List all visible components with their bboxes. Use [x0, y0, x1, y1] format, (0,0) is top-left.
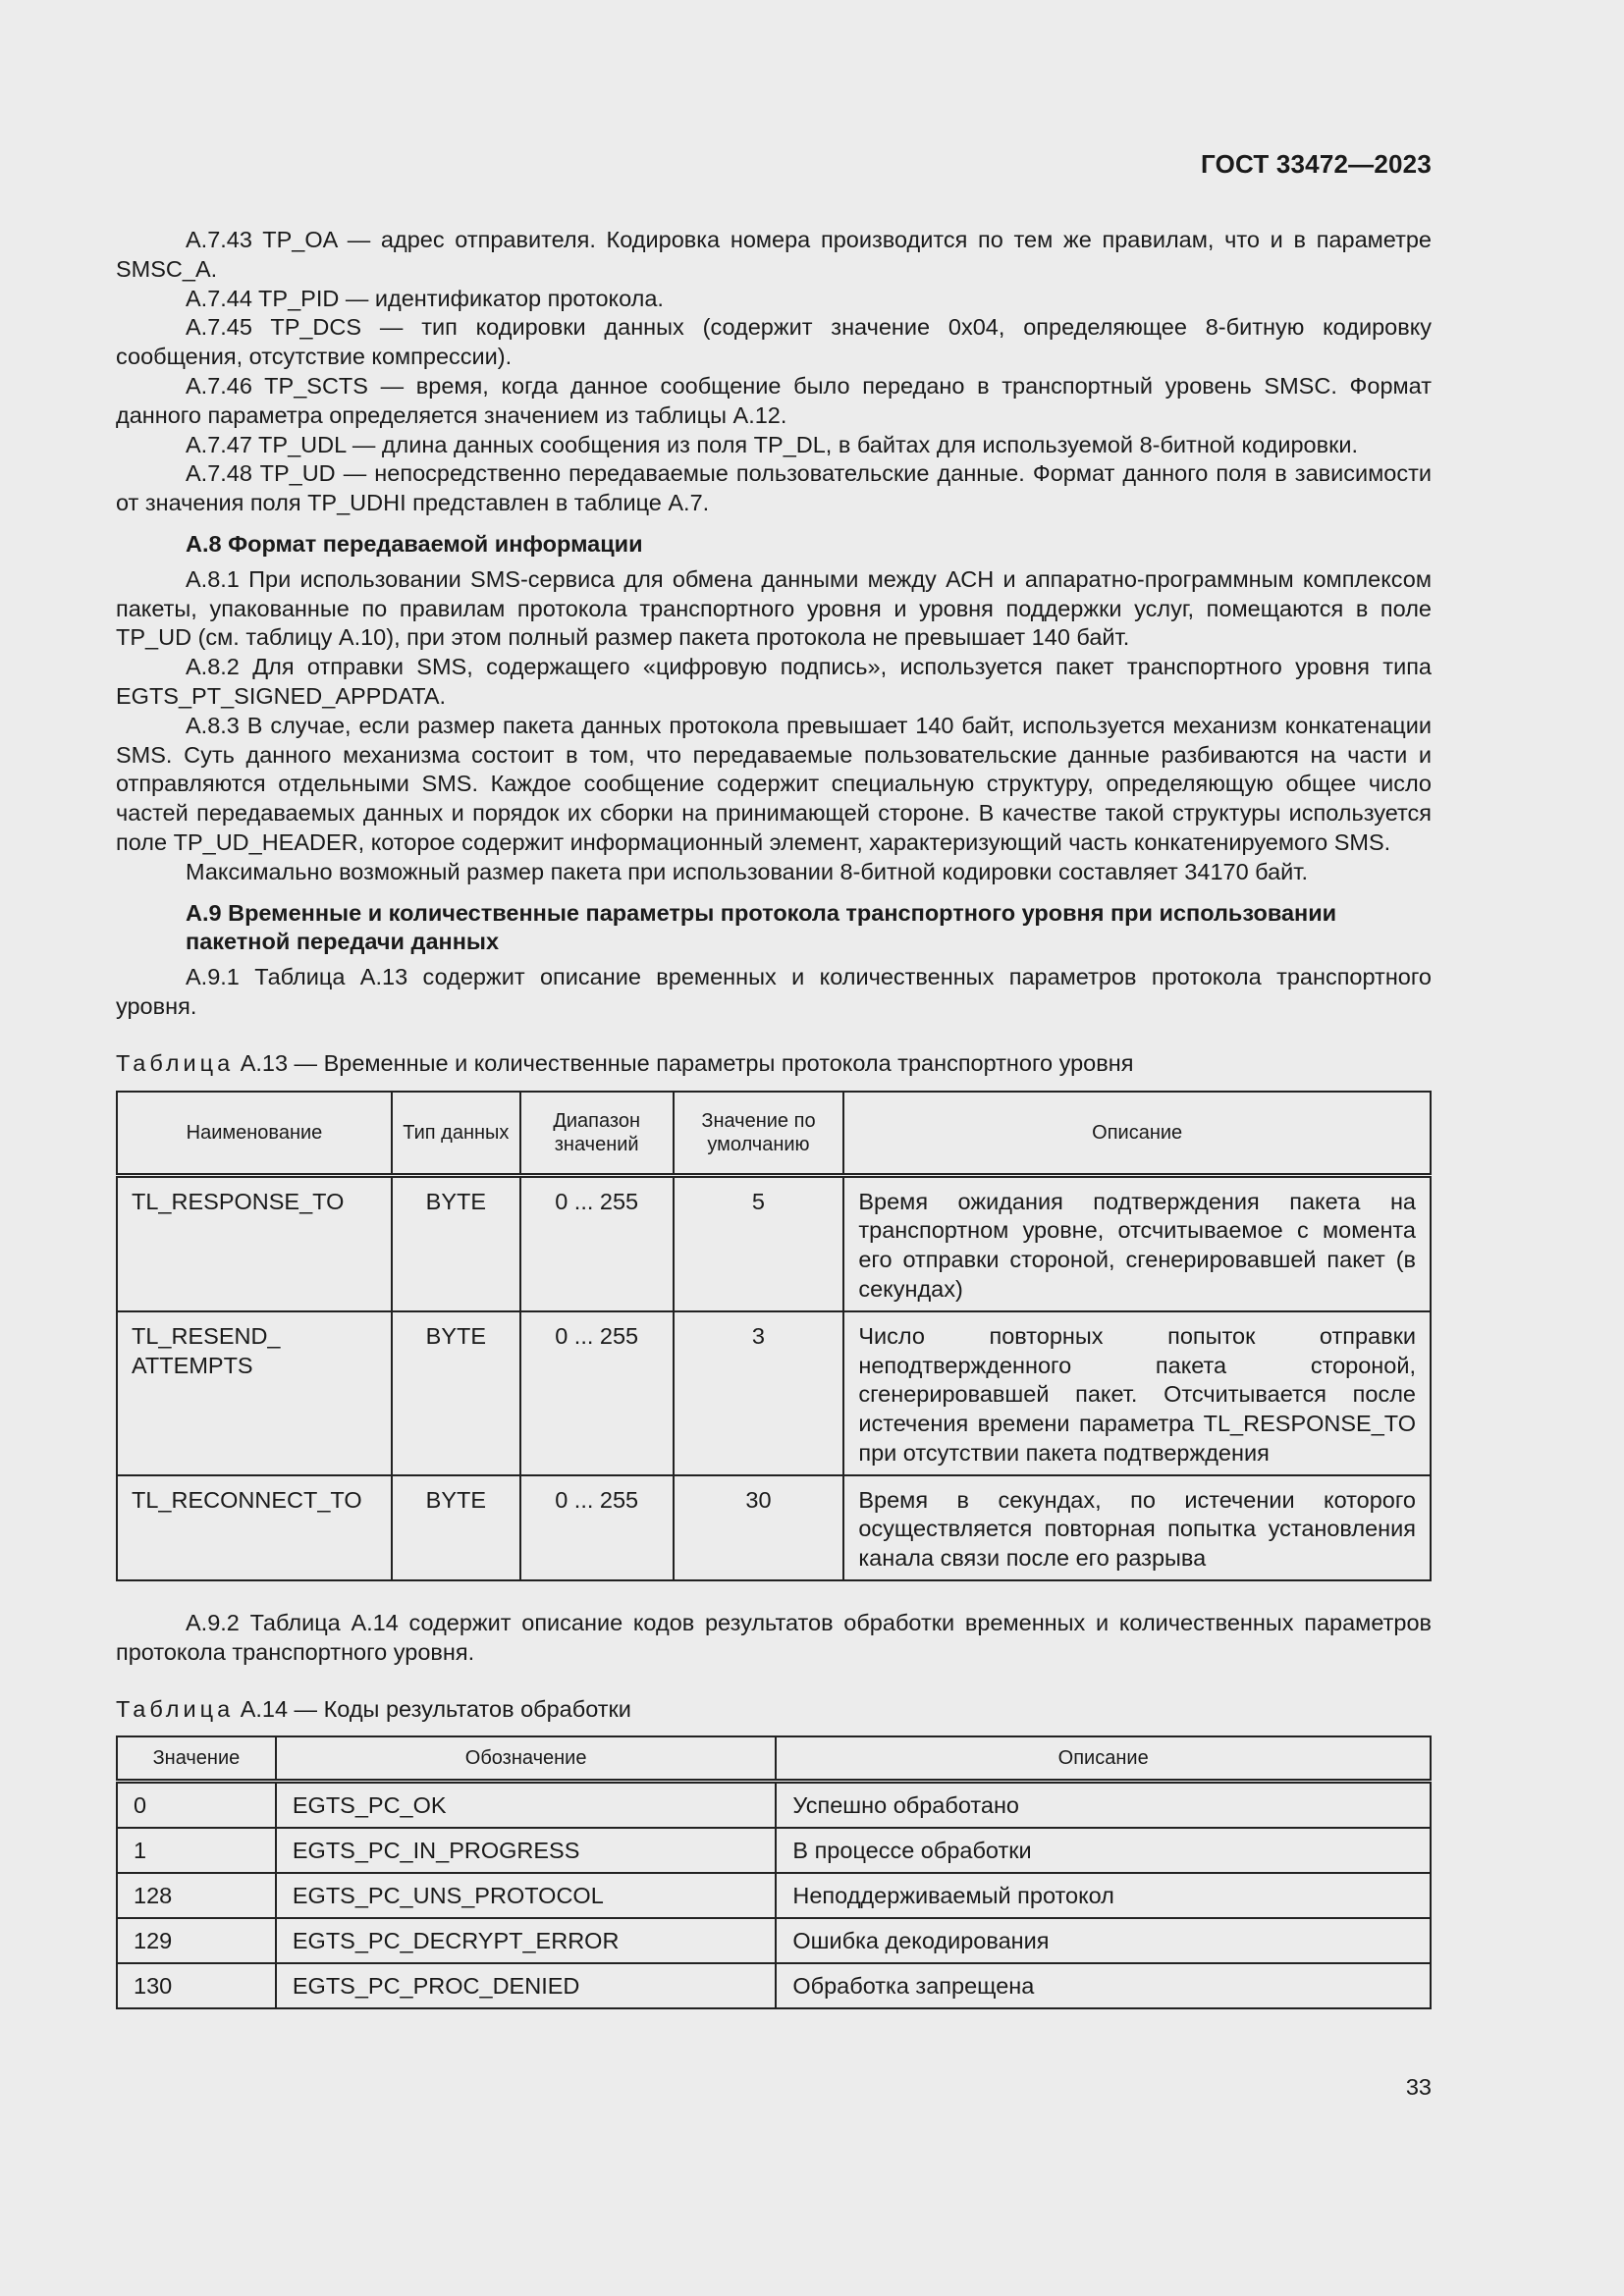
cell-value: 130: [117, 1963, 276, 2008]
cell-value: 129: [117, 1918, 276, 1963]
document-id: ГОСТ 33472—2023: [1201, 149, 1432, 179]
cell-type: BYTE: [392, 1175, 520, 1311]
cell-range: 0 ... 255: [520, 1475, 674, 1580]
cell-type: BYTE: [392, 1475, 520, 1580]
cell-range: 0 ... 255: [520, 1311, 674, 1475]
table-row: [117, 1873, 1431, 1918]
cell-description: В процессе обработки: [776, 1828, 1431, 1873]
table-a13-header-name: Наименование: [117, 1092, 392, 1176]
document-body: [116, 226, 1432, 2009]
paragraph-a8-max-size: Максимально возможный размер пакета при использовании 8-битной кодировки составляет 34170 байт.: [186, 858, 1308, 884]
cell-default: 5: [674, 1175, 844, 1311]
table-a14-caption-label: Таблица: [116, 1695, 235, 1722]
cell-range: 0 ... 255: [520, 1175, 674, 1311]
paragraph-a7-44: A.7.44 TP_PID — идентификатор протокола.: [186, 285, 664, 311]
table-a14-header-row: [117, 1736, 1431, 1782]
table-a14-header-description: Описание: [776, 1736, 1431, 1782]
table-a13-caption-text: A.13 — Временные и количественные параметры протокола транспортного уровня: [240, 1049, 1134, 1076]
cell-value: 128: [117, 1873, 276, 1918]
table-row: [117, 1311, 1431, 1475]
paragraph-a7-48: A.7.48 TP_UD — непосредственно передаваемые пользовательские данные. Формат данного поля в зависимости от значения поля TP_UDHI представлен в таблице A.7.: [116, 460, 1432, 516]
table-row: [117, 1828, 1431, 1873]
table-a14-header-value: Значение: [117, 1736, 276, 1782]
paragraph-a9-1: A.9.1 Таблица A.13 содержит описание временных и количественных параметров протокола транспортного уровня.: [116, 964, 1432, 1019]
cell-name: TL_RESPONSE_TO: [117, 1175, 392, 1311]
cell-default: 3: [674, 1311, 844, 1475]
cell-description: Обработка запрещена: [776, 1963, 1431, 2008]
table-row: [117, 1963, 1431, 2008]
section-heading-a8: A.8 Формат передаваемой информации: [186, 530, 643, 557]
paragraph-a8-3: A.8.3 В случае, если размер пакета данных протокола превышает 140 байт, используется механизм конкатенации SMS. Суть данного механизма состоит в том, что передаваемые пользовательские данные разбиваются на части и отправляются отдельными SMS. Каждое сообщение содержит специальную структуру, определяющую общее число частей передаваемых данных и порядок их сборки на принимающей стороне. В качестве такой структуры используется поле TP_UD_HEADER, которое содержит информационный элемент, характеризующий часть конкатенируемого SMS.: [116, 712, 1432, 855]
cell-description: Время в секундах, по истечении которого осуществляется повторная попытка установления канала связи после его разрыва: [843, 1475, 1431, 1580]
cell-description: Неподдерживаемый протокол: [776, 1873, 1431, 1918]
table-a13-caption: [116, 1049, 1432, 1079]
section-heading-a9: A.9 Временные и количественные параметры протокола транспортного уровня при использовании пакетной передачи данных: [186, 899, 1337, 955]
table-a13-header-row: [117, 1092, 1431, 1176]
table-a14-caption-text: A.14 — Коды результатов обработки: [240, 1695, 631, 1722]
page-number: 33: [1405, 2074, 1432, 2100]
cell-description: Число повторных попыток отправки неподтвержденного пакета стороной, сгенерировавшей пакет. Отсчитывается после истечения времени параметра TL_RESPONSE_TO при отсутствии пакета подтверждения: [843, 1311, 1431, 1475]
cell-default: 30: [674, 1475, 844, 1580]
table-a13-header-description: Описание: [843, 1092, 1431, 1176]
table-a13-header-range: Диапазон значений: [520, 1092, 674, 1176]
paragraph-a8-2: A.8.2 Для отправки SMS, содержащего «цифровую подпись», используется пакет транспортного уровня типа EGTS_PT_SIGNED_APPDATA.: [116, 654, 1432, 709]
paragraph-a7-45: A.7.45 TP_DCS — тип кодировки данных (содержит значение 0x04, определяющее 8-битную кодировку сообщения, отсутствие компрессии).: [116, 314, 1432, 370]
cell-name: TL_RESEND_ ATTEMPTS: [117, 1311, 392, 1475]
paragraph-a7-46: A.7.46 TP_SCTS — время, когда данное сообщение было передано в транспортный уровень SMSC. Формат данного параметра определяется значением из таблицы A.12.: [116, 372, 1432, 428]
paragraph-a7-47: A.7.47 TP_UDL — длина данных сообщения из поля TP_DL, в байтах для используемой 8-битной кодировки.: [186, 431, 1359, 457]
cell-code: EGTS_PC_IN_PROGRESS: [276, 1828, 777, 1873]
table-a14: [116, 1735, 1432, 2009]
table-a14-header-code: Обозначение: [276, 1736, 777, 1782]
cell-name: TL_RECONNECT_TO: [117, 1475, 392, 1580]
cell-code: EGTS_PC_DECRYPT_ERROR: [276, 1918, 777, 1963]
paragraph-a9-2: A.9.2 Таблица A.14 содержит описание кодов результатов обработки временных и количественных параметров протокола транспортного уровня.: [116, 1610, 1432, 1665]
table-a13-header-type: Тип данных: [392, 1092, 520, 1176]
table-row: [117, 1918, 1431, 1963]
table-a13-header-default: Значение по умолчанию: [674, 1092, 844, 1176]
cell-description: Успешно обработано: [776, 1782, 1431, 1829]
cell-value: 1: [117, 1828, 276, 1873]
paragraph-a8-1: A.8.1 При использовании SMS-сервиса для обмена данными между АСН и аппаратно-программным комплексом пакеты, упакованные по правилам протокола транспортного уровня и уровня поддержки услуг, помещаются в поле TP_UD (см. таблицу A.10), при этом полный размер пакета протокола не превышает 140 байт.: [116, 565, 1432, 651]
cell-code: EGTS_PC_UNS_PROTOCOL: [276, 1873, 777, 1918]
table-row: [117, 1475, 1431, 1580]
cell-code: EGTS_PC_PROC_DENIED: [276, 1963, 777, 2008]
table-a13: [116, 1091, 1432, 1582]
table-row: [117, 1175, 1431, 1311]
paragraph-a7-43: A.7.43 TP_OA — адрес отправителя. Кодировка номера производится по тем же правилам, что и в параметре SMSC_A.: [116, 227, 1432, 282]
table-row: [117, 1782, 1431, 1829]
cell-description: Время ожидания подтверждения пакета на транспортном уровне, отсчитываемое с момента его отправки стороной, сгенерировавшей пакет (в секундах): [843, 1175, 1431, 1311]
cell-type: BYTE: [392, 1311, 520, 1475]
table-a14-caption: [116, 1695, 1432, 1725]
cell-code: EGTS_PC_OK: [276, 1782, 777, 1829]
cell-value: 0: [117, 1782, 276, 1829]
table-a13-caption-label: Таблица: [116, 1049, 235, 1076]
cell-description: Ошибка декодирования: [776, 1918, 1431, 1963]
